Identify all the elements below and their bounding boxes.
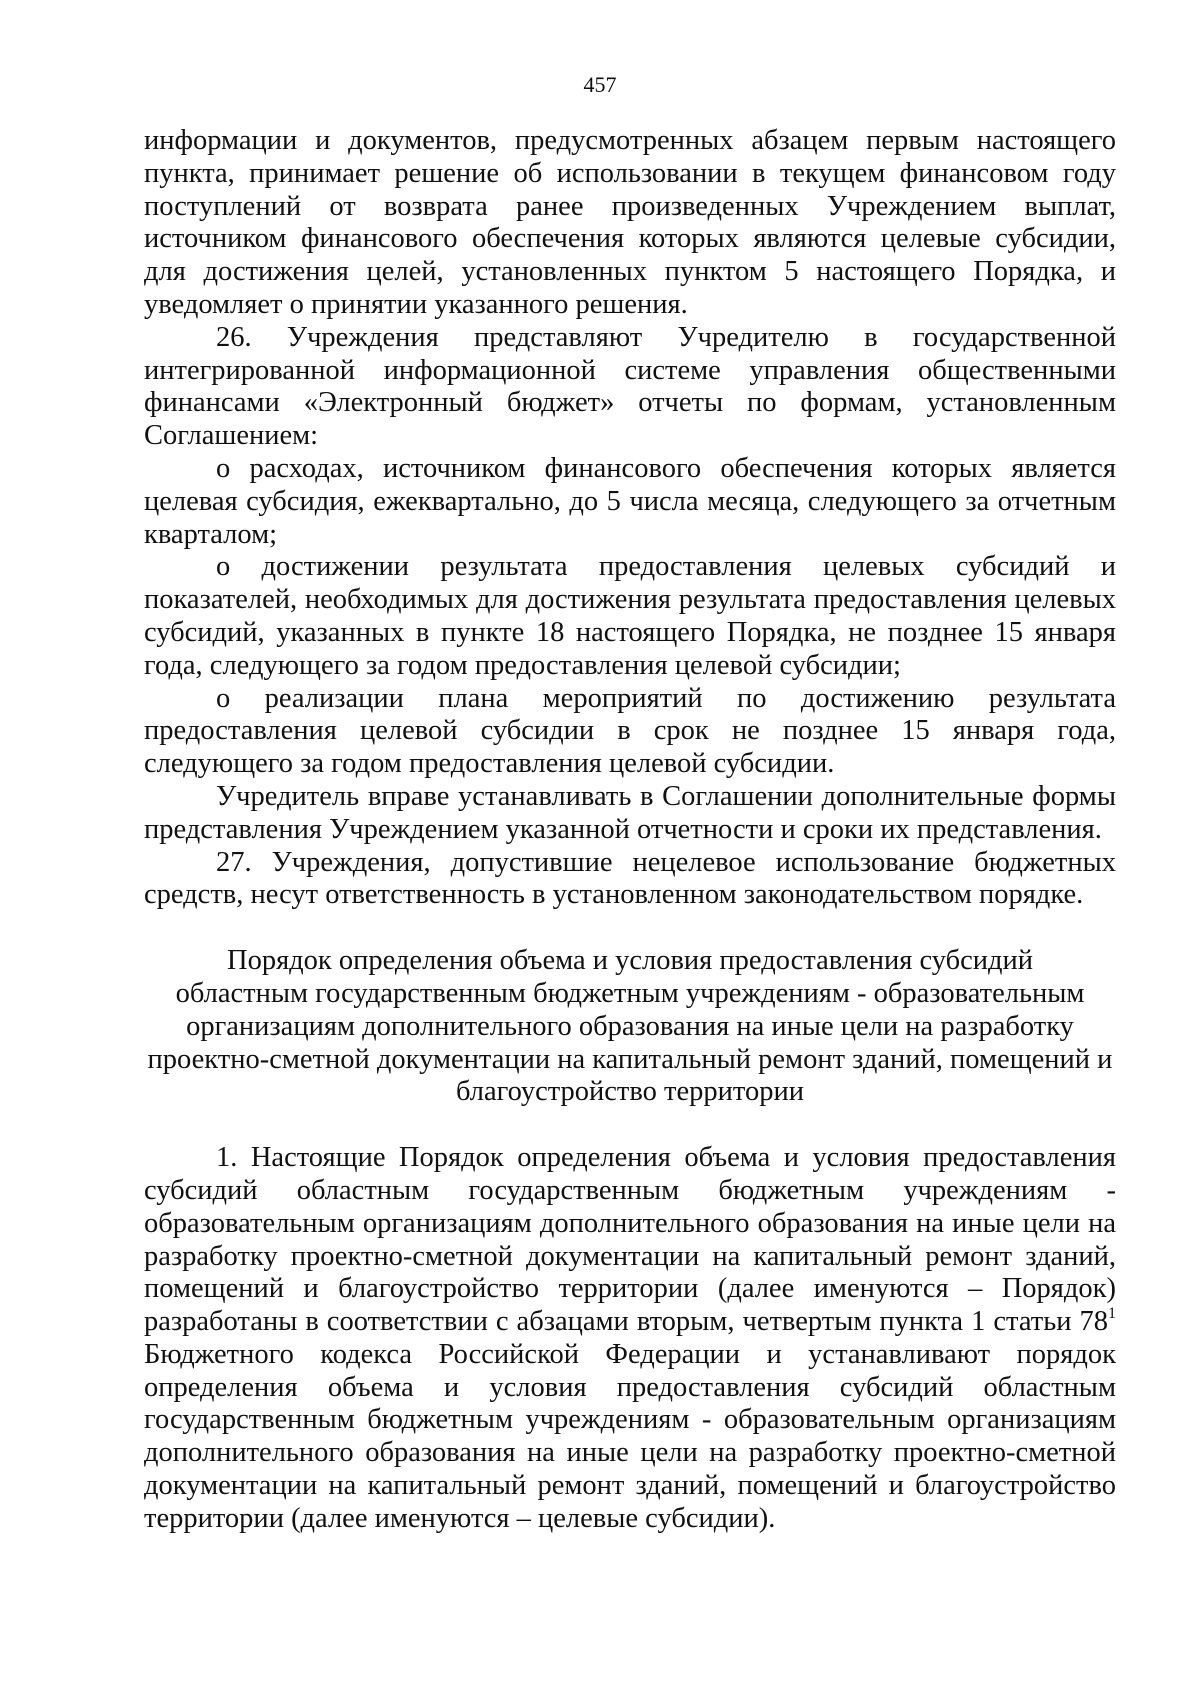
article-superscript: 1 [1108, 1305, 1116, 1323]
section-heading [144, 945, 1116, 1109]
heading-line: проектно-сметной документации на капитальный ремонт зданий, помещений и [147, 1043, 1113, 1075]
clause-1-text-part-b: Бюджетного кодекса Российской Федерации и устанавливают порядок определения объема и условия предоставления субсидий областным государственным бюджетным учреждениям - образовательным организациям дополнительного образования на иные цели на разработку проектно-сметной документации на капитальный ремонт зданий, помещений и благоустройство территории (далее именуются – целевые субсидии). [144, 1338, 1116, 1534]
paragraph-clause-26: 26. Учреждения представляют Учредителю в государственной интегрированной информационной системе управления общественными финансами «Электронный бюджет» отчеты по формам, установленным Соглашением: [144, 321, 1116, 452]
spacer [144, 912, 1116, 945]
paragraph-clause-1 [144, 1142, 1116, 1536]
heading-line: областным государственным бюджетным учреждениям - образовательным [175, 977, 1085, 1009]
heading-line: организациям дополнительного образования на иные цели на разработку [186, 1010, 1074, 1042]
paragraph-clause-27: 27. Учреждения, допустившие нецелевое использование бюджетных средств, несут ответственность в установленном законодательством порядке. [144, 846, 1116, 911]
heading-line: благоустройство территории [456, 1076, 804, 1108]
paragraph-additional-forms: Учредитель вправе устанавливать в Соглашении дополнительные формы представления Учреждением указанной отчетности и сроки их представления. [144, 780, 1116, 845]
heading-line: Порядок определения объема и условия предоставления субсидий [226, 945, 1033, 977]
paragraph-continuation: информации и документов, предусмотренных абзацем первым настоящего пункта, принимает решение об использовании в текущем финансовом году поступлений от возврата ранее произведенных Учреждением выплат, источником финансового обеспечения которых являются целевые субсидии, для достижения целей, установленных пунктом 5 настоящего Порядка, и уведомляет о принятии указанного решения. [144, 125, 1116, 320]
page-number: 457 [583, 72, 617, 97]
paragraph-report-plan: о реализации плана мероприятий по достижению результата предоставления целевой субсидии в срок не позднее 15 января года, следующего за годом предоставления целевой субсидии. [144, 682, 1116, 780]
clause-1-text-part-a: 1. Настоящие Порядок определения объема и условия предоставления субсидий областным государственным бюджетным учреждениям - образовательным организациям дополнительного образования на иные цели на разработку проектно-сметной документации на капитальный ремонт зданий, помещений и благоустройство территории (далее именуются – Порядок) разработаны в соответствии с абзацами вторым, четвертым пункта 1 статьи 78 [144, 1142, 1116, 1338]
paragraph-report-results: о достижении результата предоставления целевых субсидий и показателей, необходимых для достижения результата предоставления целевых субсидий, указанных в пункте 18 настоящего Порядка, не позднее 15 января года, следующего за годом предоставления целевой субсидии; [144, 551, 1116, 681]
page-content [144, 125, 1116, 1536]
paragraph-report-expenses: о расходах, источником финансового обеспечения которых является целевая субсидия, ежеквартально, до 5 числа месяца, следующего за отчетным кварталом; [144, 452, 1116, 550]
spacer [144, 1109, 1116, 1142]
